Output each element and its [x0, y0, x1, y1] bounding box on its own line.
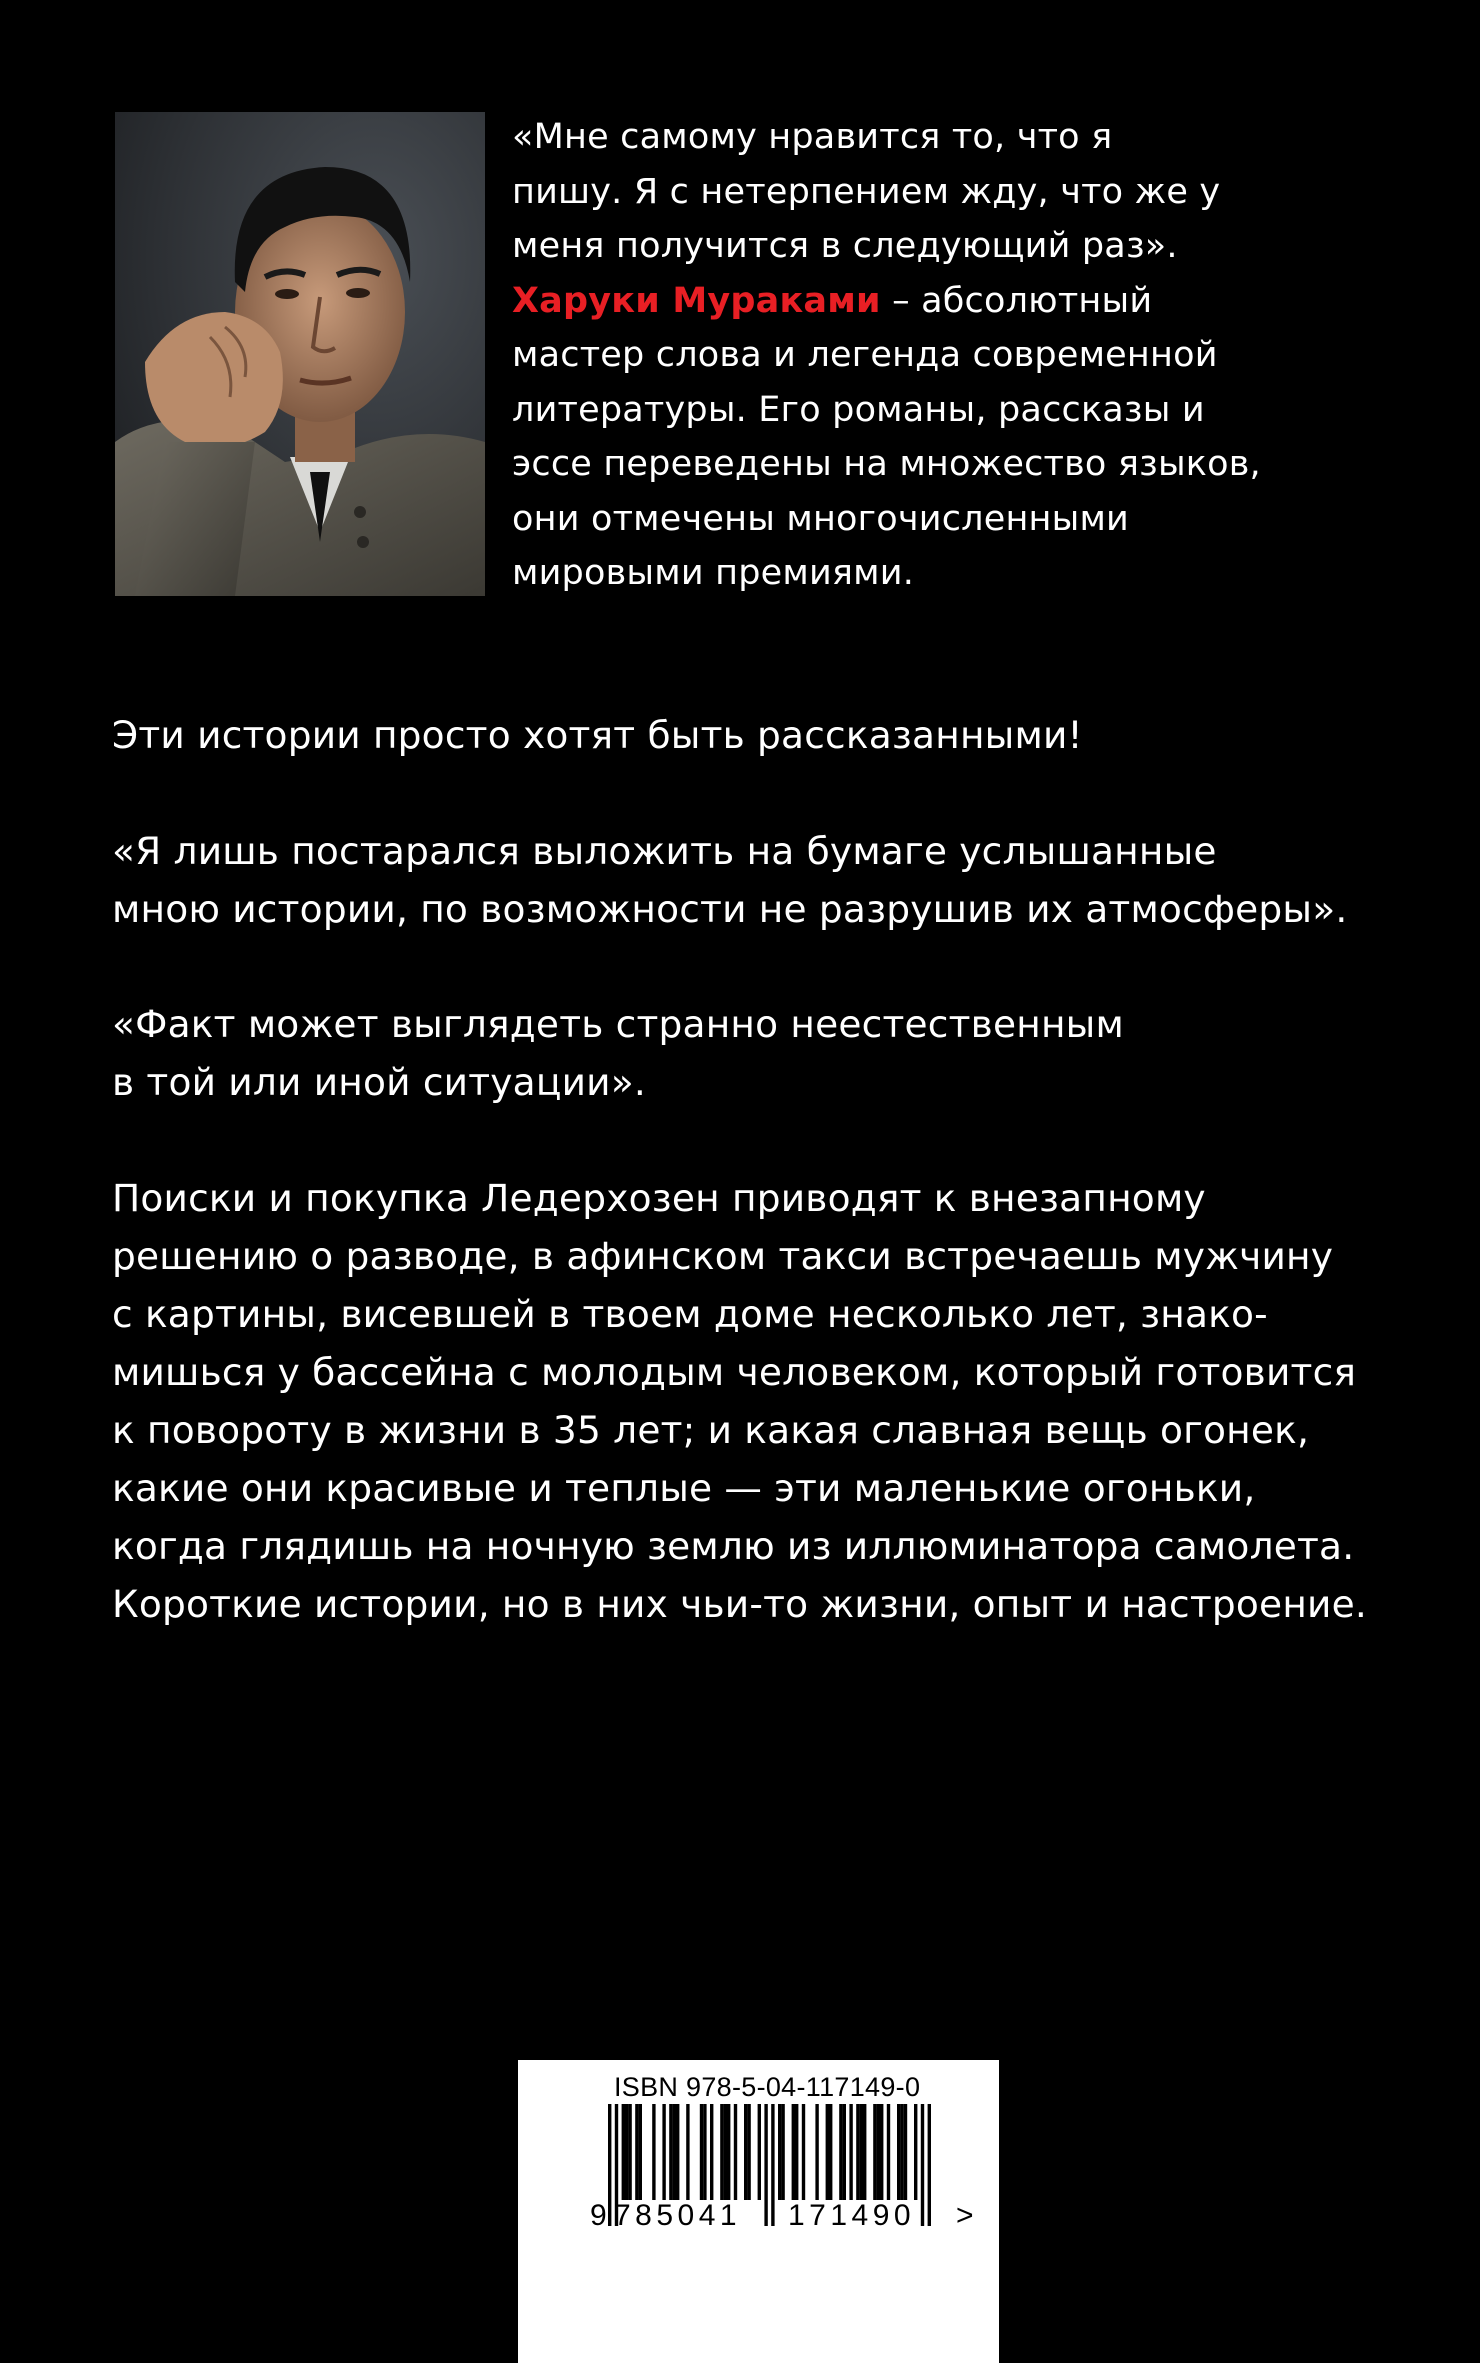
barcode-bar — [897, 2104, 900, 2200]
barcode-bar — [676, 2104, 679, 2200]
barcode-bar — [710, 2104, 713, 2200]
barcode-bar — [639, 2104, 642, 2200]
barcode-bar — [873, 2104, 876, 2200]
quote-2 — [112, 995, 1392, 1111]
barcode-bar — [815, 2104, 818, 2200]
barcode-digit-first: 9 — [590, 2199, 608, 2232]
barcode-bar — [625, 2104, 628, 2200]
barcode-bar — [829, 2104, 832, 2200]
isbn-label: ISBN 978-5-04-117149-0 — [614, 2072, 921, 2102]
barcode-bar — [863, 2104, 866, 2200]
barcode-arrow: > — [956, 2199, 975, 2232]
quote-2-line: в той или иной ситуации». — [112, 1060, 646, 1104]
barcode-bar — [887, 2104, 890, 2200]
tagline — [112, 706, 1392, 764]
barcode-bar — [734, 2104, 737, 2200]
summary-line: мишься у бассейна с молодым человеком, который готовится — [112, 1350, 1357, 1394]
barcode-bar — [880, 2104, 883, 2200]
summary-line: с картины, висевшей в твоем доме несколько лет, знако- — [112, 1292, 1268, 1336]
barcode-bar — [843, 2104, 846, 2200]
barcode-bar — [778, 2104, 781, 2200]
author-name: Харуки Мураками — [512, 280, 881, 321]
barcode-bar — [628, 2104, 631, 2200]
barcode-digits-right: 171490 — [788, 2199, 916, 2232]
bio-quote-line: «Мне самому нравится то, что я — [512, 117, 1113, 157]
barcode-bar — [826, 2104, 829, 2200]
barcode-bar — [914, 2104, 917, 2200]
barcode-bar — [795, 2104, 798, 2200]
barcode-bar — [928, 2104, 931, 2226]
barcode-bar — [635, 2104, 638, 2200]
summary-line: Поиски и покупка Ледерхозен приводят к внезапному — [112, 1176, 1206, 1220]
quote-1 — [112, 822, 1392, 938]
bio-description-line: они отмечены многочисленными — [512, 498, 1129, 539]
barcode-bar — [673, 2104, 676, 2200]
barcode-digits-left: 785041 — [614, 2199, 742, 2232]
bio-description-line: литературы. Его романы, рассказы и — [512, 389, 1205, 430]
summary-line: Короткие истории, но в них чьи-то жизни, опыт и настроение. — [112, 1582, 1368, 1626]
summary-line: какие они красивые и теплые — эти маленькие огоньки, — [112, 1466, 1256, 1510]
barcode-bar — [921, 2104, 924, 2226]
bio-description-line: эссе переведены на множество языков, — [512, 444, 1261, 484]
summary-line: к повороту в жизни в 35 лет; и какая славная вещь огонек, — [112, 1408, 1310, 1452]
barcode-bar — [781, 2104, 784, 2200]
barcode-bar — [727, 2104, 730, 2200]
barcode-bar — [608, 2104, 611, 2226]
barcode-bar — [856, 2104, 859, 2200]
barcode-bar — [686, 2104, 689, 2200]
quote-2-line: «Факт может выглядеть странно неестественным — [112, 1002, 1124, 1046]
barcode-bar — [622, 2104, 625, 2200]
barcode-bar — [802, 2104, 805, 2200]
bio-description-line: мастер слова и легенда современной — [512, 335, 1218, 375]
barcode-bar — [724, 2104, 727, 2200]
barcode-bar — [720, 2104, 723, 2200]
barcode-bar — [662, 2104, 665, 2200]
author-bio — [512, 110, 1272, 601]
barcode-bar — [792, 2104, 795, 2200]
barcode-bar — [652, 2104, 655, 2200]
barcode-bar — [764, 2104, 767, 2226]
bio-name-line-rest: – абсолютный — [880, 280, 1153, 321]
bio-description-line: мировыми премиями. — [512, 553, 915, 593]
barcode-bar — [700, 2104, 703, 2200]
quote-1-line: мною истории, по возможности не разрушив их атмосферы». — [112, 887, 1348, 931]
barcode-bar — [904, 2104, 907, 2200]
bio-name-line — [512, 274, 1272, 329]
book-summary — [112, 1169, 1392, 1633]
author-photo — [115, 112, 485, 596]
barcode-bar — [669, 2104, 672, 2200]
barcode-bar — [758, 2104, 761, 2200]
quote-1-line: «Я лишь постарался выложить на бумаге услышанные — [112, 829, 1217, 873]
bio-quote-line: меня получится в следующий раз». — [512, 226, 1178, 266]
barcode-bar — [839, 2104, 842, 2200]
barcode-bar — [860, 2104, 863, 2200]
barcode-bar — [703, 2104, 706, 2200]
barcode-bar — [877, 2104, 880, 2200]
isbn-barcode-box — [518, 2060, 999, 2363]
summary-line: решению о разводе, в афинском такси встречаешь мужчину — [112, 1234, 1334, 1278]
barcode-bar — [744, 2104, 747, 2200]
tagline-text: Эти истории просто хотят быть рассказанными! — [112, 713, 1083, 757]
barcode-bar — [747, 2104, 750, 2200]
bio-quote-line: пишу. Я с нетерпением жду, что же у — [512, 171, 1221, 212]
summary-line: когда глядишь на ночную землю из иллюминатора самолета. — [112, 1524, 1355, 1568]
barcode-bar — [849, 2104, 852, 2200]
barcode-bar — [900, 2104, 903, 2200]
barcode-bar — [771, 2104, 774, 2226]
